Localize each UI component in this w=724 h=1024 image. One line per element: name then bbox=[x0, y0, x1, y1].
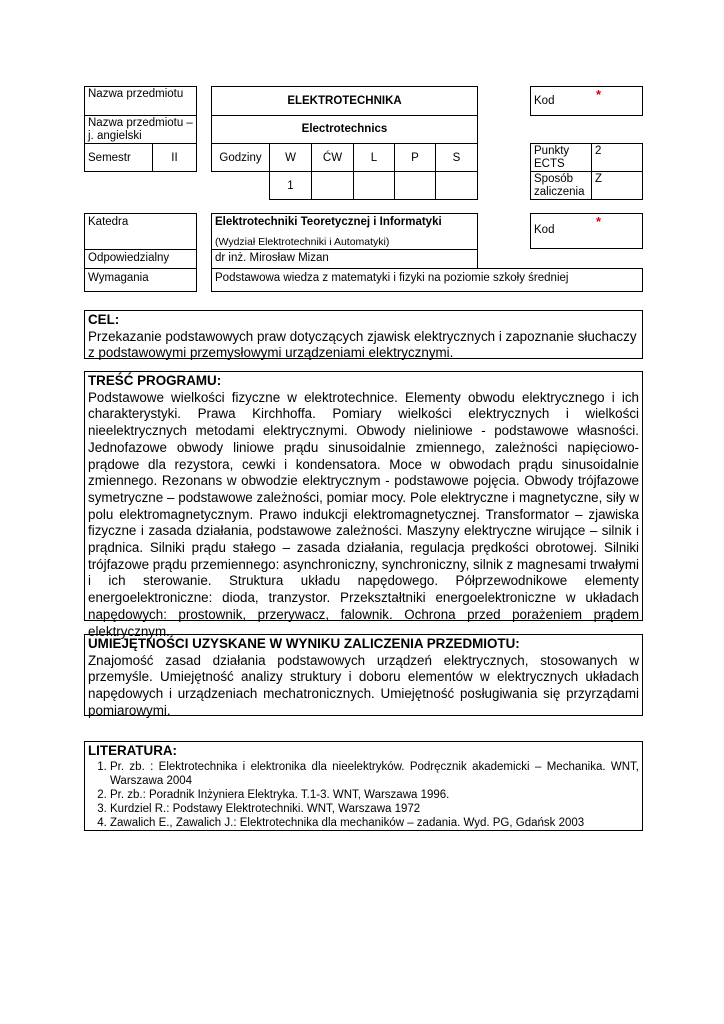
faculty-name: (Wydział Elektrotechniki i Automatyki) bbox=[215, 236, 390, 248]
hours-value-cw bbox=[311, 171, 354, 200]
program-content-heading: TREŚĆ PROGRAMU: bbox=[88, 373, 222, 388]
literature-item: 3. Kurdziel R.: Podstawy Elektrotechniki. WNT, Warszawa 1972 bbox=[110, 802, 639, 816]
subject-name-en-label: Nazwa przedmiotu – j. angielski bbox=[88, 117, 193, 142]
requirements-text: Podstawowa wiedza z matematyki i fizyki na poziomie szkoły średniej bbox=[215, 272, 569, 284]
literature-list-wrap bbox=[88, 760, 639, 830]
credit-method-value: Z bbox=[595, 173, 603, 185]
hours-col-w bbox=[269, 143, 312, 172]
credit-method-value-cell bbox=[591, 171, 643, 200]
goal-section bbox=[84, 310, 643, 359]
department-code-cell bbox=[530, 213, 643, 249]
literature-item: 2. Pr. zb.: Poradnik Inżyniera Elektryka. T.1-3. WNT, Warszawa 1996. bbox=[110, 788, 639, 802]
requirements-label: Wymagania bbox=[88, 272, 149, 284]
goal-text: Przekazanie podstawowych praw dotyczących zjawisk elektrycznych i zapoznanie słuchaczy z podstawowymi przemysłowymi urządzeniami elektrycznymi. bbox=[88, 328, 637, 361]
hours-value: 1 bbox=[287, 180, 294, 192]
requirements-label-cell bbox=[84, 268, 197, 292]
subject-name-cell bbox=[211, 86, 478, 116]
subject-name-label: Nazwa przedmiotu bbox=[88, 88, 184, 100]
hours-col-label: S bbox=[452, 152, 461, 164]
department-label-cell bbox=[84, 213, 197, 250]
responsible-label: Odpowiedzialny bbox=[88, 252, 170, 264]
skills-text: Znajomość zasad działania podstawowych urządzeń elektrycznych, stosowanych w przemyśle. Umiejętność analizy struktury i doboru elementów w elektrycznych układach napędowych i urządzeniach mechatronicznych. Umiejętność posługiwania się przyrządami pomiarowymi. bbox=[88, 652, 639, 718]
literature-item: 4. Zawalich E., Zawalich J.: Elektrotechnika dla mechaników – zadania. Wyd. PG, Gdańsk 2003 bbox=[110, 816, 639, 830]
requirements-cell bbox=[211, 268, 643, 292]
department-name: Elektrotechniki Teoretycznej i Informatyki bbox=[215, 216, 442, 228]
credit-method-label-cell bbox=[530, 171, 592, 200]
semester-value: II bbox=[171, 152, 178, 164]
hours-value-p bbox=[394, 171, 436, 200]
hours-col-label: ĆW bbox=[322, 152, 343, 164]
hours-label-cell bbox=[211, 143, 270, 172]
department-cell bbox=[211, 213, 478, 250]
goal-heading: CEL: bbox=[88, 312, 120, 327]
department-label: Katedra bbox=[88, 216, 129, 228]
subject-name-en-label-cell bbox=[84, 115, 197, 144]
hours-label: Godziny bbox=[219, 152, 262, 164]
literature-list bbox=[88, 760, 639, 830]
hours-col-cw bbox=[311, 143, 354, 172]
hours-col-l bbox=[353, 143, 395, 172]
subject-name-en: Electrotechnics bbox=[301, 123, 388, 135]
ects-value: 2 bbox=[595, 145, 602, 157]
program-content-section bbox=[84, 371, 643, 639]
credit-method-label: Sposób zaliczenia bbox=[534, 173, 585, 198]
literature-item: 1. Pr. zb. : Elektrotechnika i elektronika dla nieelektryków. Podręcznik akademicki – Mechanika. WNT, Warszawa 2004 bbox=[110, 760, 639, 788]
semester-label: Semestr bbox=[88, 152, 131, 164]
department-code-value: * bbox=[596, 214, 602, 229]
literature-section bbox=[84, 741, 643, 831]
literature-heading: LITERATURA: bbox=[88, 743, 178, 758]
subject-name-en-cell bbox=[211, 115, 478, 144]
hours-col-label: W bbox=[285, 152, 296, 164]
code-cell bbox=[530, 86, 643, 116]
ects-label-cell bbox=[530, 143, 592, 172]
department-code-label: Kod bbox=[534, 224, 555, 236]
responsible-cell bbox=[211, 249, 478, 269]
subject-name: ELEKTROTECHNIKA bbox=[287, 95, 402, 107]
program-content-text: Podstawowe wielkości fizyczne w elektrotechnice. Elementy obwodu elektrycznego i ich charakterystyki. Prawa Kirchhoffa. Pomiary wielkości elektrycznych i wielkości nieelektrycznych metodami elektrycznymi. Obwody nieliniowe - podstawowe własności. Jednofazowe obwody liniowe prądu sinusoidalnie zmiennego, zależności napięciowo-prądowe dla rezystora, cewki i kondensatora. Moce w obwodach prądu sinusoidalnie zmiennego. Rezonans w obwodzie elektrycznym - podstawowe pojęcia. Obwody trójfazowe symetryczne – podstawowe zależności, pomiar mocy. Pole elektryczne i magnetyczne, siły w polu elektromagnetycznym. Prawo indukcji elektromagnetycznej. Transformator – zjawiska fizyczne i zasada działania, podstawowe zależności. Maszyny elektryczne wirujące – silnik i prądnica. Silniki prądu stałego – zasada działania, regulacja prędkości obrotowej. Silniki trójfazowe prądu przemiennego: asynchroniczny, synchroniczny, silnik z magnesami trwałymi i ich sterowanie. Struktura układu napędowego. Półprzewodnikowe elementy energoelektroniczne: dioda, tranzystor. Przekształtniki energoelektroniczne w układach napędowych: prostownik, przerywacz, falownik. Ochrona przed porażeniem prądem elektrycznym. bbox=[88, 389, 639, 639]
ects-value-cell bbox=[591, 143, 643, 172]
skills-heading: UMIEJĘTNOŚCI UZYSKANE W WYNIKU ZALICZENIA PRZEDMIOTU: bbox=[88, 636, 520, 651]
hours-col-label: L bbox=[370, 152, 378, 164]
ects-label: Punkty ECTS bbox=[534, 145, 570, 170]
hours-value-l bbox=[353, 171, 395, 200]
semester-label-cell bbox=[84, 143, 153, 172]
code-value: * bbox=[596, 87, 602, 102]
hours-col-s bbox=[435, 143, 478, 172]
hours-value-s bbox=[435, 171, 478, 200]
responsible-label-cell bbox=[84, 249, 197, 269]
code-label: Kod bbox=[534, 95, 555, 107]
hours-value-w bbox=[269, 171, 312, 200]
subject-name-label-cell bbox=[84, 86, 197, 116]
skills-section bbox=[84, 634, 643, 716]
hours-col-label: P bbox=[411, 152, 419, 164]
hours-col-p bbox=[394, 143, 436, 172]
semester-value-cell bbox=[152, 143, 197, 172]
responsible-person: dr inż. Mirosław Mizan bbox=[215, 252, 329, 264]
